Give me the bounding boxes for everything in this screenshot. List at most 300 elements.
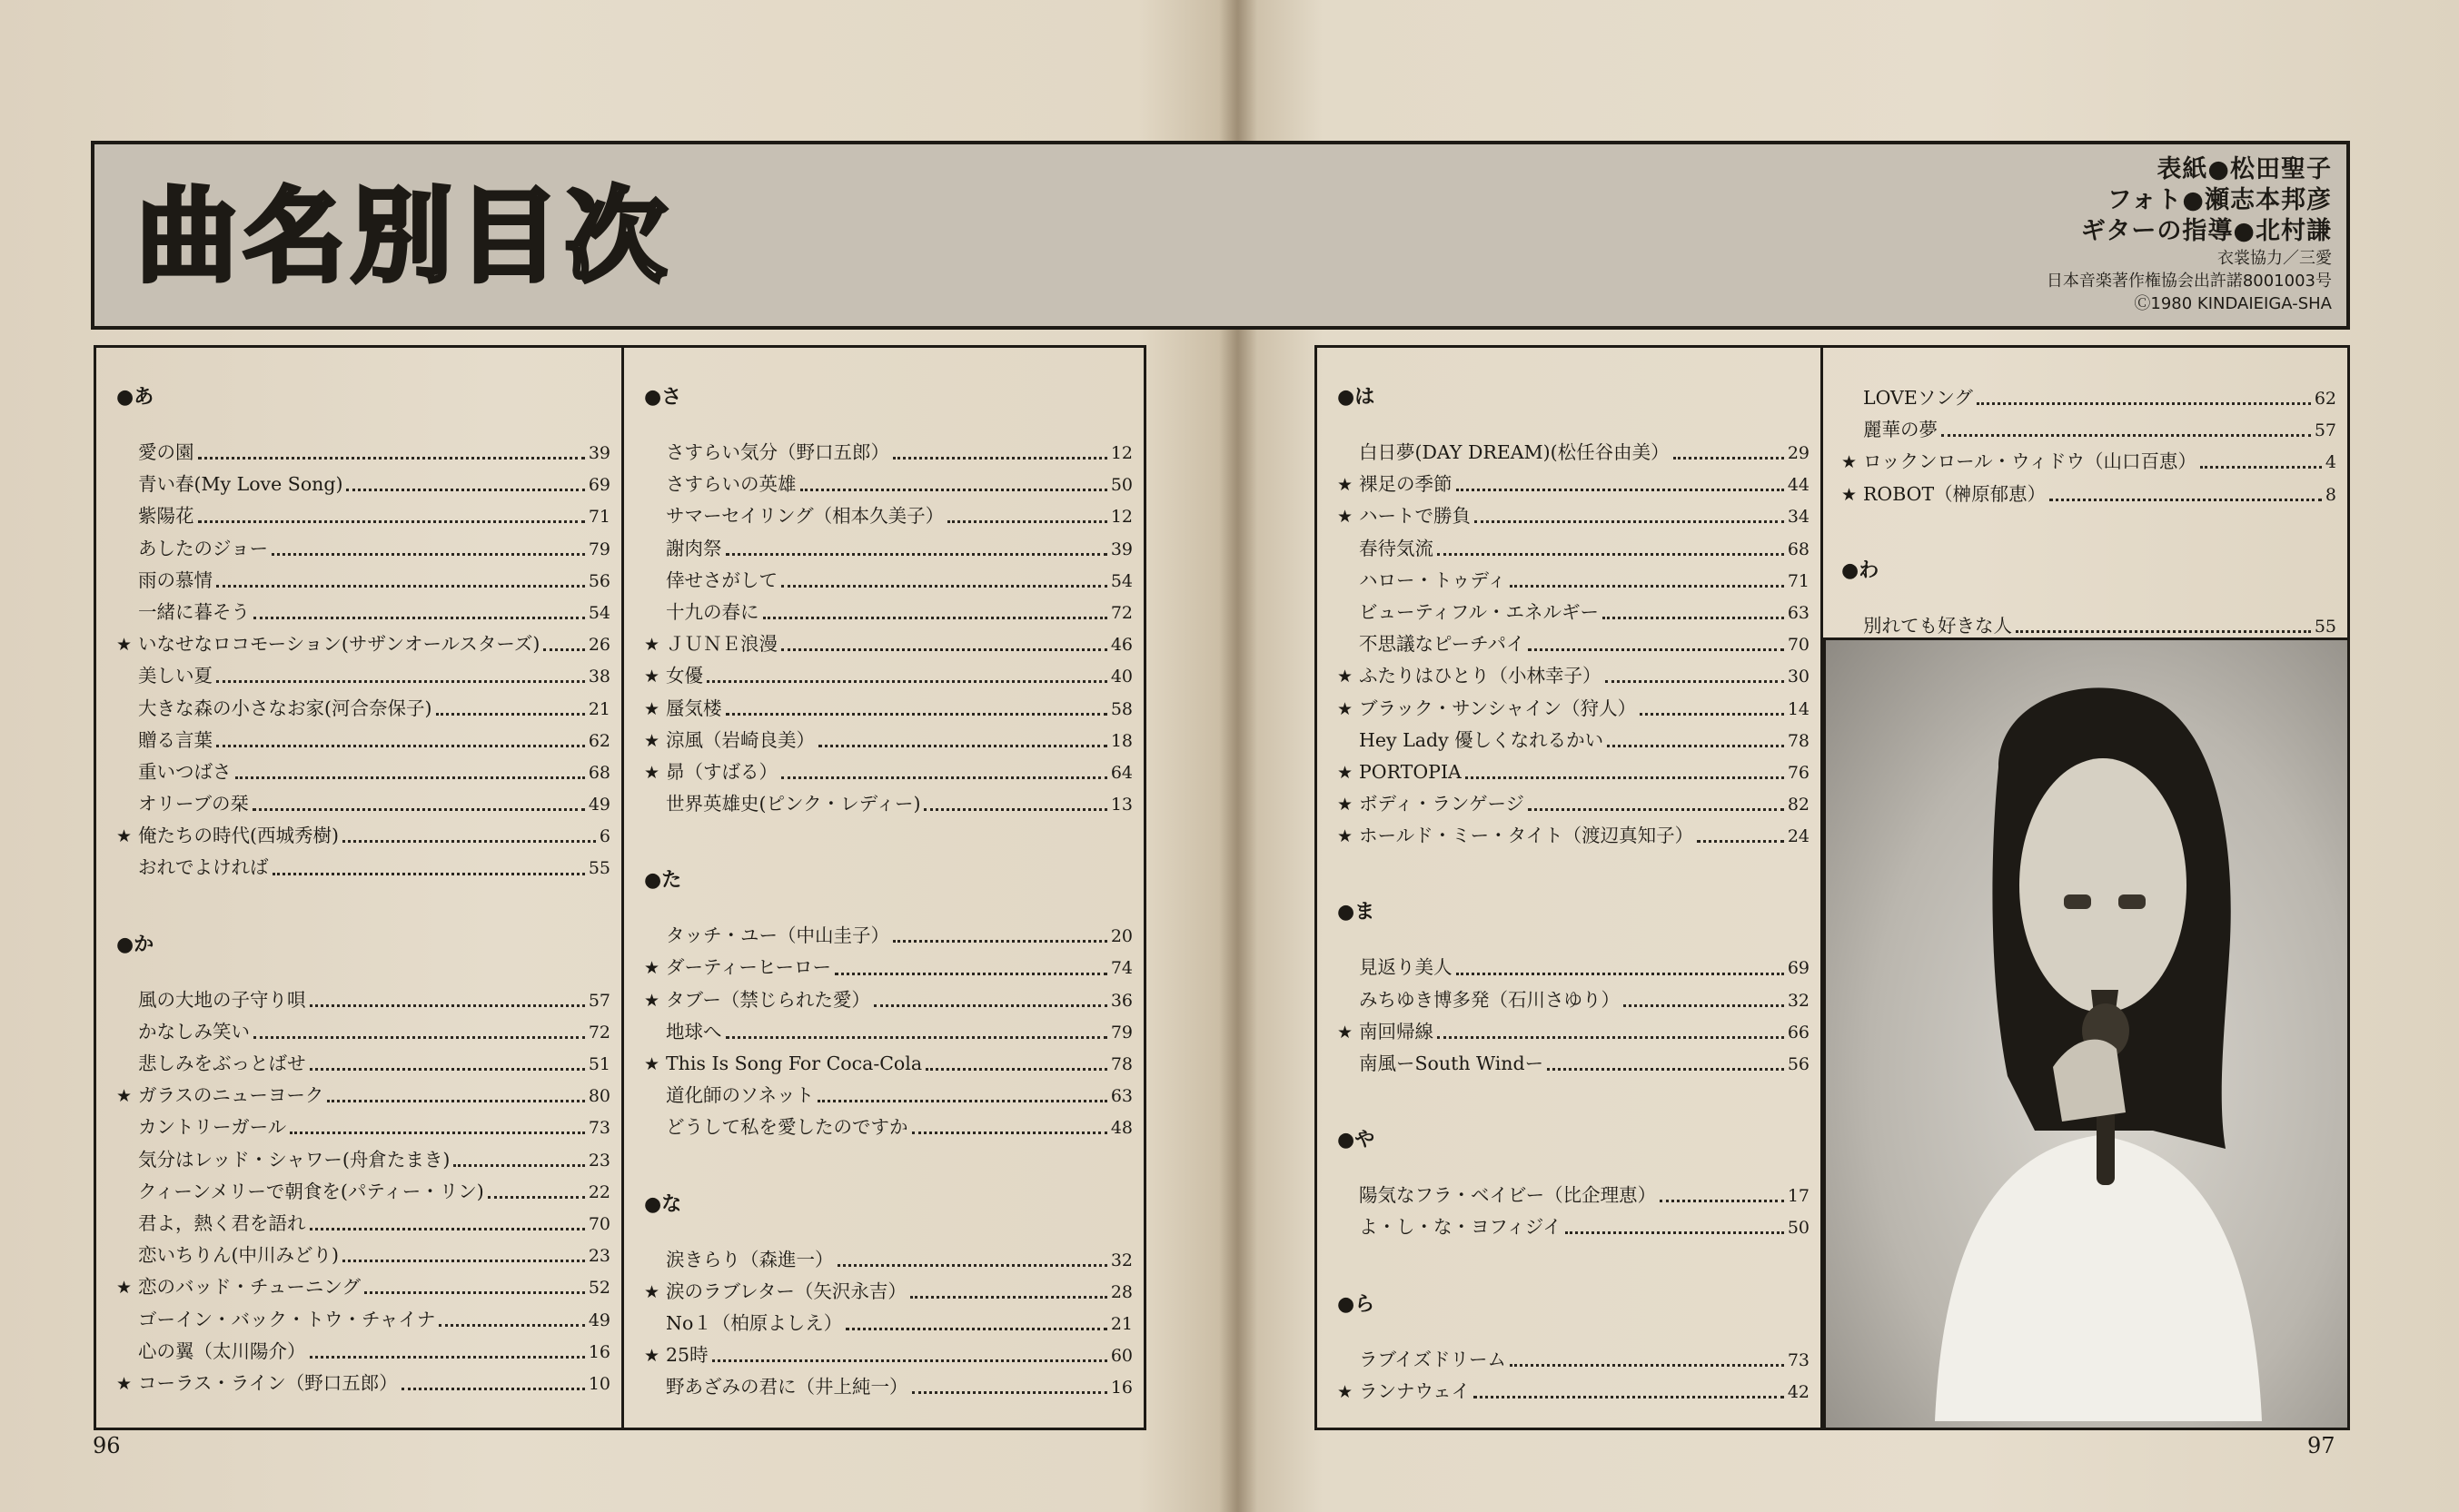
song-title: どうして私を愛したのですか [666,1116,908,1139]
song-title: 世界英雄史(ピンク・レディー) [666,793,921,815]
leader-dots [488,1196,585,1199]
song-title: 十九の春に [666,600,759,623]
credits-block [1968,154,2332,315]
index-entry [116,469,610,500]
section-gap [1337,1080,1810,1125]
song-page-number: 21 [588,698,610,719]
leader-dots [1977,402,2311,405]
song-title: 見返り美人 [1359,956,1453,979]
leader-dots [216,745,585,747]
song-page-number: 14 [1787,698,1810,719]
index-entry [116,1240,610,1271]
index-entry [644,437,1133,469]
star-mark: ★ [1337,475,1353,496]
leader-dots [2016,630,2311,633]
song-title: 紫陽花 [138,505,194,528]
leader-dots [1623,1004,1784,1007]
leader-dots [1474,520,1784,523]
song-title: 気分はレッド・シャワー(舟倉たまき) [138,1148,451,1171]
index-section [1337,897,1810,1080]
song-title: あしたのジョー [138,537,269,559]
index-entry [644,1112,1133,1143]
index-entry [116,1208,610,1240]
song-title: Hey Lady 優しくなれるかい [1359,728,1604,751]
index-entry [116,756,610,788]
index-entry [116,437,610,469]
index-entry [644,1048,1133,1080]
leader-dots [893,457,1107,460]
song-title: ふたりはひとり（小林幸子） [1359,665,1601,687]
section-heading: ●ま [1337,901,1375,924]
song-page-number: 8 [2325,484,2336,505]
song-page-number: 58 [1110,698,1133,719]
song-title: 涼風（岩崎良美） [666,728,815,751]
star-mark: ★ [116,1086,133,1107]
song-page-number: 79 [588,539,610,559]
song-title: ハロー・トゥディ [1359,568,1506,591]
section-gap [644,1144,1133,1190]
song-page-number: 56 [588,570,610,591]
song-title: 昴（すばる） [666,760,778,783]
index-entry [1337,725,1810,756]
index-entry [116,565,610,597]
index-entry [116,693,610,725]
leader-dots [198,520,585,523]
song-page-number: 76 [1787,762,1810,783]
leader-dots [1941,434,2311,437]
star-mark: ★ [644,990,660,1011]
leader-dots [290,1132,585,1134]
song-page-number: 44 [1787,475,1810,496]
song-page-number: 64 [1110,762,1133,783]
index-entry [644,500,1133,532]
song-page-number: 50 [1110,475,1133,496]
song-title: 愛の園 [138,441,194,463]
song-page-number: 24 [1787,826,1810,847]
star-mark: ★ [1337,762,1353,783]
leader-dots [310,1356,585,1359]
star-mark: ★ [644,958,660,979]
index-section [1337,1290,1810,1408]
song-page-number: 4 [2325,452,2336,473]
section-heading: ●や [1337,1129,1375,1152]
leader-dots [342,840,596,843]
song-title: おれでよければ [138,856,269,879]
song-title: いなせなロコモーション(サザンオールスターズ) [138,633,540,656]
index-entry [644,693,1133,725]
section-heading: ●さ [644,386,682,409]
song-title: ROBOT（榊原郁恵） [1863,482,2047,505]
song-page-number: 16 [1110,1378,1133,1398]
song-page-number: 70 [1787,635,1810,656]
star-mark: ★ [1337,507,1353,528]
index-column-1 [94,345,624,1430]
index-entry [116,1304,610,1336]
leader-dots [198,457,585,460]
song-page-number: 23 [588,1246,610,1267]
leader-dots [402,1388,585,1390]
song-page-number: 36 [1110,990,1133,1011]
star-mark: ★ [1337,698,1353,719]
song-title: 麗華の夢 [1863,419,1938,441]
section-heading: ●な [644,1192,682,1216]
leader-dots [912,1132,1107,1134]
leader-dots [273,873,585,875]
song-title: クィーンメリーで朝食を(パティー・リン) [138,1180,484,1202]
song-page-number: 49 [588,795,610,815]
leader-dots [253,1036,585,1039]
section-heading: ●ら [1337,1292,1375,1316]
leader-dots [846,1328,1107,1330]
song-title: ロックンロール・ウィドウ（山口百恵） [1863,450,2196,473]
song-title: 重いつばさ [138,760,232,783]
song-page-number: 39 [1110,539,1133,559]
song-page-number: 12 [1110,443,1133,463]
index-entry [1337,597,1810,628]
leader-dots [800,489,1107,491]
index-entry [644,597,1133,628]
song-title: さすらい気分（野口五郎） [666,441,889,463]
leader-dots [707,680,1107,683]
leader-dots [2049,499,2322,501]
star-mark: ★ [644,762,660,783]
section-gap [116,884,610,930]
index-entry [644,660,1133,692]
song-page-number: 17 [1787,1186,1810,1207]
song-title: 君よ，熱く君を語れ [138,1211,306,1234]
song-title: 地球へ [666,1020,722,1043]
section-heading: ●た [644,869,682,893]
song-page-number: 78 [1110,1054,1133,1074]
index-entry [1337,565,1810,597]
leader-dots [342,1260,585,1262]
section-heading: ●は [1337,386,1375,409]
song-title: ブラック・サンシャイン（狩人） [1359,697,1637,719]
song-title: 春待気流 [1359,537,1433,559]
index-entry [1337,1344,1810,1376]
song-title: さすらいの英雄 [666,473,797,496]
index-entry [644,469,1133,500]
section-heading: ●か [116,933,154,956]
song-title: ハートで勝負 [1359,505,1471,528]
song-page-number: 12 [1110,507,1133,528]
index-entry [644,788,1133,820]
leader-dots [1565,1231,1784,1234]
index-entry [1841,382,2336,414]
song-page-number: 34 [1787,507,1810,528]
star-mark: ★ [644,667,660,687]
song-page-number: 51 [588,1054,610,1074]
song-title: 白日夢(DAY DREAM)(松任谷由美） [1359,441,1670,463]
index-entry [1337,469,1810,500]
star-mark: ★ [1337,667,1353,687]
song-title: ビューティフル・エネルギー [1359,600,1600,623]
song-page-number: 62 [588,730,610,751]
leader-dots [2200,466,2322,469]
index-entry [1337,1180,1810,1211]
index-entry [116,1016,610,1048]
leader-dots [781,585,1107,588]
song-page-number: 73 [588,1118,610,1139]
index-entry [1841,414,2336,446]
index-entry [644,1276,1133,1308]
song-title: 蜃気楼 [666,697,722,719]
leader-dots [543,648,584,651]
star-mark: ★ [644,1281,660,1302]
song-page-number: 66 [1787,1022,1810,1043]
song-title: This Is Song For Coca-Cola [666,1052,923,1074]
song-page-number: 50 [1787,1218,1810,1239]
index-entry [1337,693,1810,725]
index-entry [116,1048,610,1080]
leader-dots [253,808,585,811]
index-entry [644,1080,1133,1112]
leader-dots [763,617,1107,619]
song-page-number: 10 [588,1373,610,1394]
leader-dots [1465,776,1784,779]
index-entry [644,1016,1133,1048]
song-page-number: 32 [1787,990,1810,1011]
song-page-number: 23 [588,1150,610,1171]
credit-copyright: Ⓒ1980 KINDAIEIGA-SHA [2134,294,2332,313]
leader-dots [781,776,1107,779]
index-entry [116,984,610,1016]
song-page-number: 73 [1787,1349,1810,1370]
section-gap [1841,510,2336,556]
star-mark: ★ [116,826,133,847]
index-entry [116,852,610,884]
index-entry [116,788,610,820]
leader-dots [726,553,1107,556]
song-page-number: 40 [1110,667,1133,687]
section-gap [644,820,1133,865]
leader-dots [1640,713,1784,716]
section-gap [1337,1244,1810,1290]
song-page-number: 72 [588,1022,610,1043]
song-page-number: 49 [588,1309,610,1330]
leader-dots [310,1068,585,1071]
index-section [644,1190,1133,1404]
leader-dots [272,553,585,556]
song-page-number: 55 [588,858,610,879]
leader-dots [1697,840,1784,843]
leader-dots [818,1100,1107,1102]
song-page-number: 55 [2314,616,2336,637]
index-column-2 [624,345,1146,1430]
song-title: 涙きらり（森進一） [666,1248,834,1270]
song-title: 大きな森の小さなお家(河合奈保子) [138,697,432,719]
song-page-number: 21 [1110,1313,1133,1334]
song-title: ホールド・ミー・タイト（渡辺真知子） [1359,825,1694,847]
song-page-number: 63 [1787,602,1810,623]
index-entry [1337,756,1810,788]
index-section [1841,556,2336,642]
page-title: 曲名別目次 [136,178,672,296]
star-mark: ★ [644,730,660,751]
index-entry [116,1144,610,1176]
leader-dots [436,713,585,716]
leader-dots [1602,617,1784,619]
leader-dots [310,1228,585,1230]
song-page-number: 13 [1110,795,1133,815]
star-mark: ★ [1841,484,1858,505]
index-entry [1337,533,1810,565]
song-title: 風の大地の子守り唄 [138,988,306,1011]
leader-dots [1456,973,1784,975]
credit-guitar: ギターの指導●北村謙 [2080,217,2332,245]
song-title: カントリーガール [138,1116,287,1139]
leader-dots [781,648,1107,651]
song-page-number: 28 [1110,1281,1133,1302]
star-mark: ★ [1337,826,1353,847]
index-entry [1337,1048,1810,1080]
index-entry [644,920,1133,952]
song-title: ダーティーヒーロー [666,956,832,979]
credit-permit: 日本音楽著作権協会出許諾8001003号 [2046,272,2332,291]
index-entry [116,1112,610,1143]
index-section [644,382,1133,820]
song-title: ゴーイン・バック・トウ・チャイナ [138,1308,436,1330]
song-title: 美しい夏 [138,665,213,687]
index-entry [1337,660,1810,692]
song-title: 雨の慕情 [138,568,213,591]
leader-dots [439,1324,584,1327]
leader-dots [453,1164,584,1167]
singer-photo-illustration [1826,640,2350,1430]
leader-dots [327,1100,584,1102]
leader-dots [874,1004,1107,1007]
index-entry [116,500,610,532]
star-mark: ★ [644,698,660,719]
leader-dots [253,617,585,619]
leader-dots [893,940,1107,943]
leader-dots [1660,1200,1784,1202]
credit-costume: 衣裳協力／三愛 [2217,249,2332,268]
song-page-number: 63 [1110,1086,1133,1107]
song-title: 野あざみの君に（井上純一） [666,1376,908,1398]
song-title: 別れても好きな人 [1863,614,2012,637]
index-entry [644,1244,1133,1276]
song-page-number: 32 [1110,1250,1133,1270]
index-entry [644,756,1133,788]
song-page-number: 22 [588,1181,610,1202]
star-mark: ★ [1337,1022,1353,1043]
song-page-number: 26 [588,635,610,656]
index-entry [1337,1016,1810,1048]
song-page-number: 57 [2314,420,2336,441]
section-gap [1337,852,1810,897]
star-mark: ★ [1337,1381,1353,1402]
song-page-number: 69 [588,475,610,496]
song-page-number: 62 [2314,389,2336,409]
song-title: 裸足の季節 [1359,473,1453,496]
song-page-number: 18 [1110,730,1133,751]
song-page-number: 54 [588,602,610,623]
index-entry [1337,500,1810,532]
song-page-number: 79 [1110,1022,1133,1043]
index-entry [644,1371,1133,1403]
index-entry [644,952,1133,983]
star-mark: ★ [116,1373,133,1394]
index-entry [644,1339,1133,1371]
index-entry [1337,628,1810,660]
song-page-number: 68 [1787,539,1810,559]
index-entry [644,628,1133,660]
song-page-number: 46 [1110,635,1133,656]
leader-dots [1510,585,1784,588]
index-entry [1337,952,1810,983]
song-title: タブー（禁じられた愛） [666,988,870,1011]
song-title: PORTOPIA [1359,760,1462,783]
page-number-right: 97 [2307,1433,2335,1458]
index-entry [644,565,1133,597]
index-entry [644,984,1133,1016]
song-title: 陽気なフラ・ベイビー（比企理恵） [1359,1184,1657,1207]
song-title: ランナウェイ [1359,1379,1471,1402]
leader-dots [1605,680,1784,683]
song-title: ガラスのニューヨーク [138,1084,324,1107]
song-page-number: 29 [1787,443,1810,463]
song-title: 俺たちの時代(西城秀樹) [138,825,339,847]
credit-cover: 表紙●松田聖子 [2157,155,2332,183]
leader-dots [712,1359,1107,1362]
leader-dots [1528,648,1783,651]
song-title: ＪＵＮＥ浪漫 [666,633,778,656]
leader-dots [1510,1364,1784,1367]
leader-dots [216,680,585,683]
song-page-number: 30 [1787,667,1810,687]
index-entry [1337,820,1810,852]
song-title: 悲しみをぶっとばせ [138,1052,306,1074]
star-mark: ★ [116,1278,133,1299]
index-entry [116,1336,610,1368]
star-mark: ★ [644,635,660,656]
index-section [1337,1125,1810,1243]
star-mark: ★ [644,1346,660,1367]
leader-dots [1473,1396,1784,1398]
index-entry [116,1176,610,1208]
song-page-number: 42 [1787,1381,1810,1402]
index-entry [116,660,610,692]
section-heading: ●わ [1841,558,1879,582]
leader-dots [310,1004,585,1007]
leader-dots [1528,808,1784,811]
index-column-3 [1314,345,1823,1430]
song-page-number: 71 [588,507,610,528]
song-page-number: 68 [588,762,610,783]
song-title: 道化師のソネット [666,1084,815,1107]
index-entry [1337,984,1810,1016]
song-page-number: 80 [588,1086,610,1107]
leader-dots [1437,1036,1784,1039]
song-title: 恋のバッド・チューニング [138,1276,361,1299]
index-section [116,930,610,1399]
song-title: かなしみ笑い [138,1020,250,1043]
page-number-left: 96 [93,1433,121,1458]
index-entry [1337,1211,1810,1243]
index-entry [116,628,610,660]
song-page-number: 82 [1787,795,1810,815]
index-entry [116,1271,610,1303]
star-mark: ★ [116,635,133,656]
song-title: 倖せさがして [666,568,778,591]
song-title: タッチ・ユー（中山圭子） [666,924,889,947]
leader-dots [947,520,1107,523]
song-page-number: 20 [1110,926,1133,947]
song-title: 心の翼（太川陽介） [138,1339,306,1362]
song-title: 恋いちりん(中川みどり) [138,1244,339,1267]
song-page-number: 72 [1110,602,1133,623]
